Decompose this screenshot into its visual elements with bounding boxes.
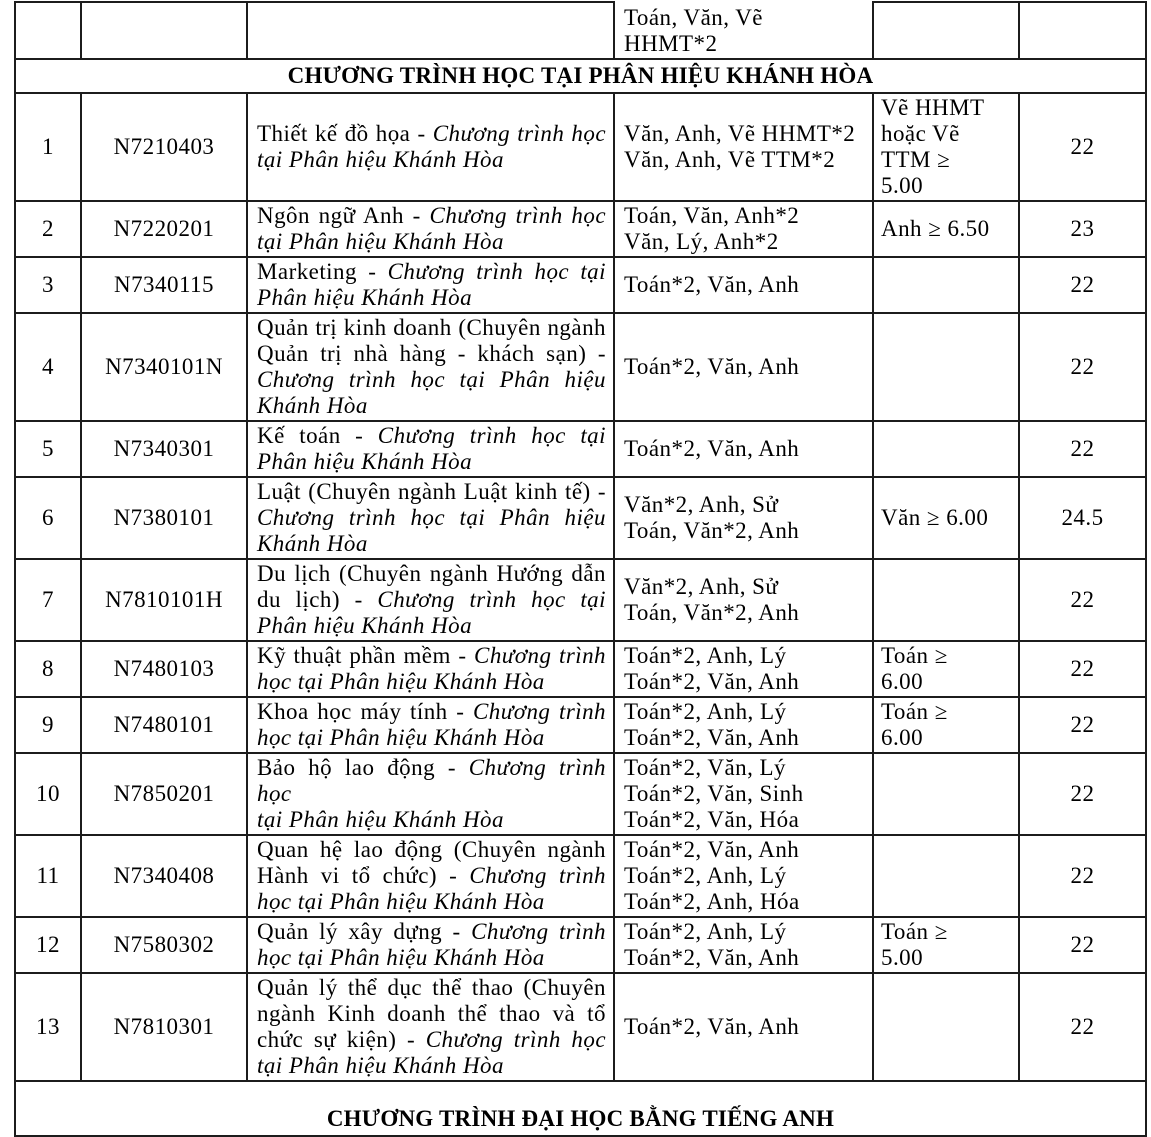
score-condition-line: hoặc Vẽ	[881, 121, 960, 146]
row-number-cell: 2	[15, 201, 81, 257]
program-name-line	[257, 121, 606, 147]
program-name-line	[257, 1001, 606, 1027]
program-code-cell: N7210403	[81, 93, 247, 201]
subject-combo: Toán, Văn, Anh*2	[624, 203, 800, 228]
program-code-cell: N7340115	[81, 257, 247, 313]
program-name-cell	[247, 559, 614, 641]
program-code-cell: N7340301	[81, 421, 247, 477]
program-name-text: Quản lý thể dục thể thao (Chuyên	[257, 975, 606, 1000]
row-number-cell: 8	[15, 641, 81, 697]
table-row	[15, 93, 1146, 201]
subject-combo: Toán*2, Văn, Lý	[624, 755, 787, 780]
program-name-line	[257, 643, 606, 669]
row-number-cell: 5	[15, 421, 81, 477]
program-name-italic-suffix: Chương trình học	[429, 203, 606, 228]
subject-combo: Toán, Văn, Vẽ	[624, 5, 763, 30]
program-name-line	[257, 285, 606, 311]
program-name-italic-suffix: tại Phân hiệu Khánh Hòa	[257, 1053, 504, 1078]
program-name-italic-suffix: học tại Phân hiệu Khánh Hòa	[257, 889, 545, 914]
program-name-text: Thiết kế đồ họa -	[257, 121, 433, 146]
score-condition-line: 6.00	[881, 725, 924, 750]
subject-combo: Văn, Lý, Anh*2	[624, 229, 779, 254]
program-name-line	[257, 341, 606, 367]
subject-combo: Toán*2, Văn, Anh	[624, 669, 800, 694]
program-name-line	[257, 423, 606, 449]
program-name-line	[257, 755, 606, 807]
program-name-italic-suffix: tại Phân hiệu Khánh Hòa	[257, 807, 504, 832]
score-condition-cell	[873, 973, 1019, 1081]
subject-combo: Toán*2, Văn, Sinh	[624, 781, 804, 806]
subject-combos-cell	[614, 201, 873, 257]
table-row	[15, 753, 1146, 835]
score-cell: 22	[1019, 835, 1146, 917]
program-name-italic-suffix: Phân hiệu Khánh Hòa	[257, 285, 473, 310]
subject-combo: Toán*2, Văn, Anh	[624, 354, 800, 379]
score-condition-line: 5.00	[881, 173, 924, 198]
admission-score-table	[14, 1, 1147, 1137]
program-name-text: Quan hệ lao động (Chuyên ngành	[257, 837, 606, 862]
score-condition-line: Vẽ HHMT	[881, 95, 985, 120]
document-page	[0, 1, 1151, 1131]
subject-combos-cell	[614, 421, 873, 477]
score-condition-cell	[873, 753, 1019, 835]
program-name-cell	[247, 313, 614, 421]
program-name-line	[257, 837, 606, 863]
program-name-cell	[247, 93, 614, 201]
program-name-italic-suffix: Chương trình	[474, 643, 606, 668]
score-condition-line: Anh ≥ 6.50	[881, 216, 990, 241]
subject-combos-cell	[614, 2, 873, 59]
table-row	[15, 697, 1146, 753]
subject-combos-cell	[614, 313, 873, 421]
subject-combo: Toán*2, Anh, Hóa	[624, 889, 800, 914]
score-cell: 22	[1019, 697, 1146, 753]
program-name-text: chức sự kiện) -	[257, 1027, 426, 1052]
program-name-line	[257, 807, 606, 833]
subject-combo: Toán*2, Văn, Anh	[624, 725, 800, 750]
score-cell: 22	[1019, 257, 1146, 313]
program-name-cell	[247, 917, 614, 973]
program-name-italic-suffix: Chương trình học	[432, 121, 606, 146]
program-name-italic-suffix: Chương trình học tại	[377, 423, 606, 448]
subject-combo: Toán, Văn*2, Anh	[624, 600, 800, 625]
program-name-cell	[247, 421, 614, 477]
table-row	[15, 559, 1146, 641]
program-name-cell	[247, 753, 614, 835]
program-name-text: Bảo hộ lao động -	[257, 755, 469, 780]
program-name-italic-suffix: Chương trình học	[257, 755, 606, 806]
table-row	[15, 421, 1146, 477]
subject-combos-cell	[614, 917, 873, 973]
program-name-cell	[247, 697, 614, 753]
row-number-cell: 6	[15, 477, 81, 559]
program-code-cell: N7480101	[81, 697, 247, 753]
program-name-text: Du lịch (Chuyên ngành Hướng dẫn	[257, 561, 606, 586]
score-condition-line: TTM ≥	[881, 147, 951, 172]
subject-combo: Toán*2, Văn, Anh	[624, 945, 800, 970]
score-condition-cell	[873, 2, 1019, 59]
subject-combo: Toán*2, Văn, Anh	[624, 436, 800, 461]
program-code-cell: N7340408	[81, 835, 247, 917]
table-row	[15, 257, 1146, 313]
score-condition-cell	[873, 201, 1019, 257]
program-name-line	[257, 315, 606, 341]
program-name-line	[257, 725, 606, 751]
program-name-italic-suffix: Khánh Hòa	[257, 393, 368, 418]
table-row	[15, 477, 1146, 559]
score-condition-cell	[873, 257, 1019, 313]
program-name-line	[257, 367, 606, 393]
program-name-cell	[247, 641, 614, 697]
score-cell	[1019, 2, 1146, 59]
score-cell: 22	[1019, 93, 1146, 201]
table-row	[15, 835, 1146, 917]
score-condition-cell	[873, 835, 1019, 917]
section-header-row	[15, 1081, 1146, 1136]
program-name-cell	[247, 257, 614, 313]
program-code-cell: N7810101H	[81, 559, 247, 641]
program-name-italic-suffix: Phân hiệu Khánh Hòa	[257, 449, 473, 474]
table-row	[15, 917, 1146, 973]
subject-combo: HHMT*2	[624, 31, 718, 56]
program-name-line	[257, 975, 606, 1001]
score-condition-cell	[873, 477, 1019, 559]
program-name-text: Kế toán -	[257, 423, 378, 448]
program-name-italic-suffix: tại Phân hiệu Khánh Hòa	[257, 147, 504, 172]
program-name-text: du lịch) -	[257, 587, 378, 612]
subject-combo: Văn*2, Anh, Sử	[624, 574, 779, 599]
program-name-italic-suffix: Chương trình học	[425, 1027, 606, 1052]
program-name-line	[257, 1053, 606, 1079]
program-code-cell: N7850201	[81, 753, 247, 835]
program-name-italic-suffix: Khánh Hòa	[257, 531, 368, 556]
program-name-text: ngành Kinh doanh thể thao và tổ	[257, 1001, 606, 1026]
subject-combos-cell	[614, 93, 873, 201]
row-number-cell: 4	[15, 313, 81, 421]
row-number-cell: 3	[15, 257, 81, 313]
row-number-cell: 10	[15, 753, 81, 835]
score-cell: 22	[1019, 641, 1146, 697]
program-name-cell	[247, 973, 614, 1081]
table-row	[15, 641, 1146, 697]
subject-combos-cell	[614, 559, 873, 641]
score-condition-cell	[873, 697, 1019, 753]
program-name-italic-suffix: Chương trình	[469, 863, 606, 888]
program-name-text: Quản trị kinh doanh (Chuyên ngành	[257, 315, 606, 340]
subject-combo: Toán*2, Văn, Hóa	[624, 807, 800, 832]
program-name-cell	[247, 477, 614, 559]
score-condition-cell	[873, 313, 1019, 421]
score-cell: 22	[1019, 753, 1146, 835]
score-cell: 23	[1019, 201, 1146, 257]
subject-combos-cell	[614, 257, 873, 313]
section-header-title: CHƯƠNG TRÌNH HỌC TẠI PHÂN HIỆU KHÁNH HÒA	[15, 59, 1146, 93]
program-code-cell: N7340101N	[81, 313, 247, 421]
row-number-cell: 12	[15, 917, 81, 973]
subject-combo: Toán*2, Anh, Lý	[624, 919, 787, 944]
score-cell: 22	[1019, 421, 1146, 477]
program-code-cell: N7810301	[81, 973, 247, 1081]
score-cell: 24.5	[1019, 477, 1146, 559]
program-code-cell: N7220201	[81, 201, 247, 257]
program-name-line	[257, 889, 606, 915]
subject-combo: Toán*2, Anh, Lý	[624, 643, 787, 668]
program-code-cell: N7580302	[81, 917, 247, 973]
score-cell: 22	[1019, 917, 1146, 973]
program-name-italic-suffix: Phân hiệu Khánh Hòa	[257, 613, 473, 638]
section-header-row	[15, 59, 1146, 93]
subject-combo: Toán*2, Văn, Anh	[624, 837, 800, 862]
program-name-line	[257, 531, 606, 557]
program-name-italic-suffix: tại Phân hiệu Khánh Hòa	[257, 229, 504, 254]
program-name-line	[257, 449, 606, 475]
score-condition-cell	[873, 559, 1019, 641]
program-name-text: Luật (Chuyên ngành Luật kinh tế) -	[257, 479, 606, 504]
subject-combo: Toán, Văn*2, Anh	[624, 518, 800, 543]
score-cell: 22	[1019, 313, 1146, 421]
score-cell: 22	[1019, 973, 1146, 1081]
program-name-text: Quản trị nhà hàng - khách sạn) -	[257, 341, 606, 366]
program-name-line	[257, 479, 606, 505]
program-name-italic-suffix: học tại Phân hiệu Khánh Hòa	[257, 669, 545, 694]
program-name-line	[257, 561, 606, 587]
program-name-italic-suffix: Chương trình học tại Phân hiệu	[257, 367, 606, 392]
subject-combo: Toán*2, Anh, Lý	[624, 699, 787, 724]
program-name-italic-suffix: Chương trình học tại	[387, 259, 606, 284]
program-name-line	[257, 229, 606, 255]
program-code-cell: N7380101	[81, 477, 247, 559]
subject-combos-cell	[614, 835, 873, 917]
subject-combo: Toán*2, Văn, Anh	[624, 1014, 800, 1039]
score-cell: 22	[1019, 559, 1146, 641]
program-name-line	[257, 699, 606, 725]
score-condition-cell	[873, 917, 1019, 973]
program-name-italic-suffix: học tại Phân hiệu Khánh Hòa	[257, 945, 545, 970]
score-condition-line: Văn ≥ 6.00	[881, 505, 989, 530]
program-name-text: Khoa học máy tính -	[257, 699, 473, 724]
program-name-italic-suffix: học tại Phân hiệu Khánh Hòa	[257, 725, 545, 750]
row-number-cell	[15, 2, 81, 59]
program-name-line	[257, 863, 606, 889]
score-condition-line: Toán ≥	[881, 919, 948, 944]
program-name-line	[257, 505, 606, 531]
row-number-cell: 11	[15, 835, 81, 917]
score-condition-line: Toán ≥	[881, 643, 948, 668]
score-condition-cell	[873, 93, 1019, 201]
program-name-line	[257, 919, 606, 945]
program-name-line	[257, 613, 606, 639]
score-condition-line: 5.00	[881, 945, 924, 970]
program-name-line	[257, 147, 606, 173]
program-name-cell	[247, 201, 614, 257]
program-name-text: Quản lý xây dựng -	[257, 919, 472, 944]
row-number-cell: 7	[15, 559, 81, 641]
program-name-text: Ngôn ngữ Anh -	[257, 203, 430, 228]
row-number-cell: 9	[15, 697, 81, 753]
program-name-italic-suffix: Chương trình học tại Phân hiệu	[257, 505, 606, 530]
subject-combo: Toán*2, Văn, Anh	[624, 272, 800, 297]
program-code-cell: N7480103	[81, 641, 247, 697]
score-condition-line: Toán ≥	[881, 699, 948, 724]
program-name-text: Kỹ thuật phần mềm -	[257, 643, 475, 668]
table-row	[15, 2, 1146, 59]
program-name-italic-suffix: Chương trình	[472, 699, 606, 724]
subject-combo: Văn*2, Anh, Sử	[624, 492, 779, 517]
subject-combo: Toán*2, Anh, Lý	[624, 863, 787, 888]
program-name-line	[257, 587, 606, 613]
subject-combos-cell	[614, 973, 873, 1081]
section-header-title: CHƯƠNG TRÌNH ĐẠI HỌC BẰNG TIẾNG ANH	[15, 1081, 1146, 1136]
program-code-cell	[81, 2, 247, 59]
subject-combos-cell	[614, 641, 873, 697]
program-name-italic-suffix: Chương trình	[471, 919, 606, 944]
score-condition-cell	[873, 421, 1019, 477]
subject-combos-cell	[614, 477, 873, 559]
program-name-line	[257, 393, 606, 419]
program-name-cell	[247, 835, 614, 917]
score-condition-line: 6.00	[881, 669, 924, 694]
program-name-text: Marketing -	[257, 259, 388, 284]
program-name-line	[257, 203, 606, 229]
subject-combos-cell	[614, 697, 873, 753]
program-name-italic-suffix: Chương trình học tại	[377, 587, 606, 612]
subject-combos-cell	[614, 753, 873, 835]
row-number-cell: 13	[15, 973, 81, 1081]
program-name-cell	[247, 2, 614, 59]
table-row	[15, 313, 1146, 421]
program-name-line	[257, 669, 606, 695]
score-condition-cell	[873, 641, 1019, 697]
subject-combo: Văn, Anh, Vẽ TTM*2	[624, 147, 836, 172]
program-name-line	[257, 259, 606, 285]
program-name-line	[257, 945, 606, 971]
row-number-cell: 1	[15, 93, 81, 201]
table-row	[15, 973, 1146, 1081]
table-row	[15, 201, 1146, 257]
subject-combo: Văn, Anh, Vẽ HHMT*2	[624, 121, 856, 146]
program-name-line	[257, 1027, 606, 1053]
program-name-text: Hành vi tổ chức) -	[257, 863, 470, 888]
